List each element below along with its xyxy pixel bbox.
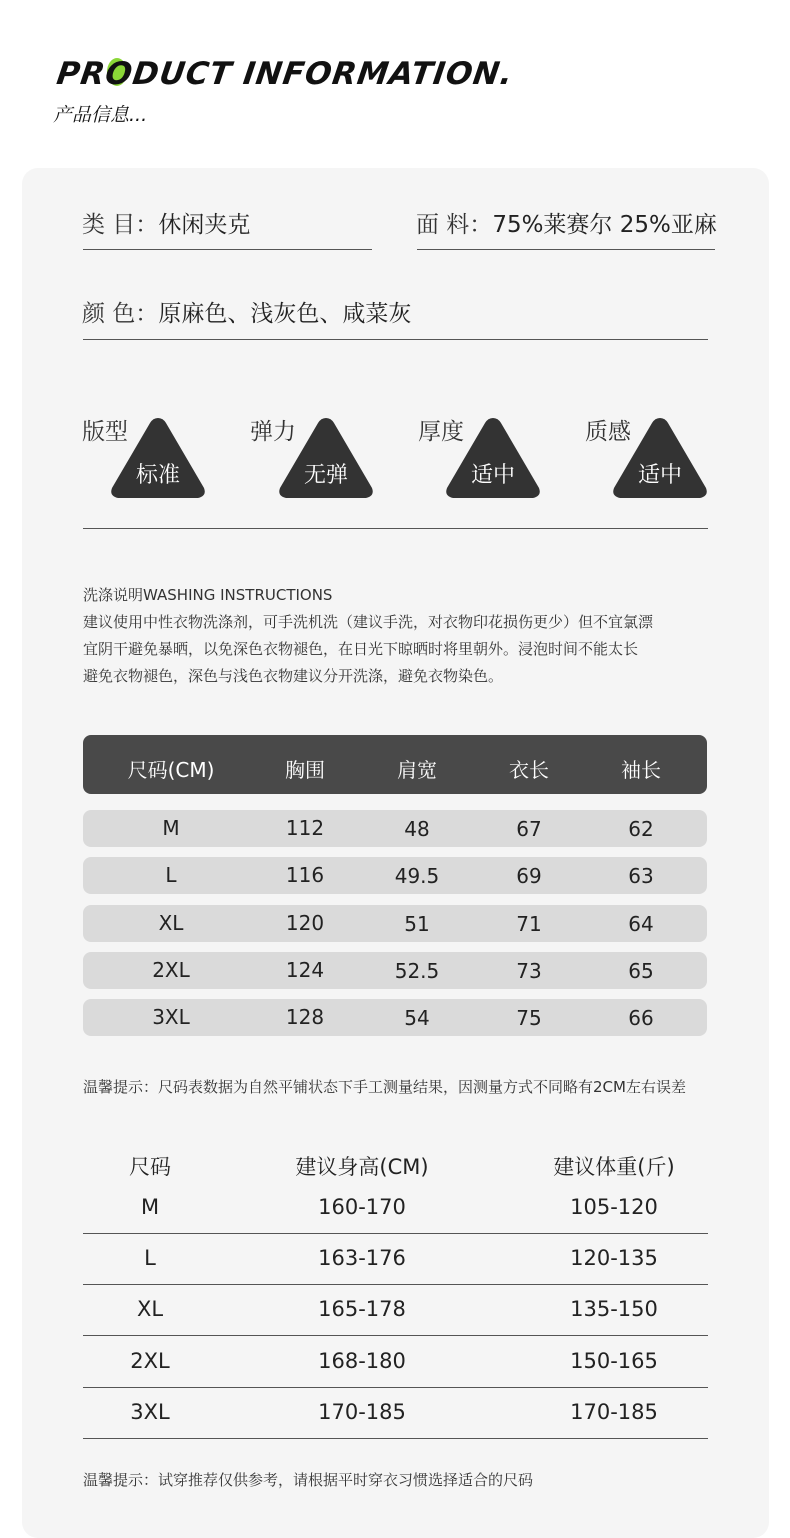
washing-line-3: 避免衣物褪色，深色与浅色衣物建议分开洗涤，避免衣物染色。 xyxy=(83,667,504,685)
recommend-cell: 3XL xyxy=(130,1400,170,1424)
attr-value-thickness: 适中 xyxy=(470,463,515,488)
size-cell: 66 xyxy=(628,1006,654,1030)
recommend-table-note: 温馨提示：试穿推荐仅供参考，请根据平时穿衣习惯选择适合的尺码 xyxy=(83,1471,534,1489)
size-cell: 62 xyxy=(628,817,654,841)
washing-line-1: 建议使用中性衣物洗涤剂，可手洗机洗（建议手洗，对衣物印花损伤更少）但不宜氯漂 xyxy=(83,613,654,631)
size-table-note: 温馨提示：尺码表数据为自然平铺状态下手工测量结果，因测量方式不同略有2CM左右误差 xyxy=(83,1078,686,1096)
category-field xyxy=(82,206,250,239)
size-header-cell: 尺码(CM) xyxy=(127,758,215,782)
recommend-table-row xyxy=(83,1349,708,1379)
size-cell: 3XL xyxy=(152,1005,190,1029)
page-subtitle: 产品信息... xyxy=(53,104,148,126)
recommend-row-divider xyxy=(83,1335,708,1336)
recommend-cell: 150-165 xyxy=(570,1349,658,1373)
size-cell: 48 xyxy=(404,817,430,841)
size-table-header xyxy=(83,735,707,794)
recommend-cell: M xyxy=(140,1195,160,1219)
size-header-cell: 胸围 xyxy=(285,758,325,782)
category-underline xyxy=(83,249,372,250)
attr-label-thickness: 厚度 xyxy=(418,419,464,445)
color-label: 颜 色： xyxy=(82,301,159,327)
attr-label-stretch: 弹力 xyxy=(250,419,296,445)
recommend-row-divider xyxy=(83,1284,708,1285)
recommend-cell: 160-170 xyxy=(318,1195,406,1219)
size-table-row xyxy=(83,857,707,894)
recommend-cell: XL xyxy=(136,1297,164,1321)
washing-line-2: 宜阴干避免暴晒，以免深色衣物褪色，在日光下晾晒时将里朝外。浸泡时间不能太长 xyxy=(83,640,639,658)
size-cell: 64 xyxy=(628,912,654,936)
recommend-table-row xyxy=(83,1195,708,1225)
color-field xyxy=(82,295,411,328)
recommend-cell: L xyxy=(144,1246,156,1270)
size-cell: 75 xyxy=(516,1006,542,1030)
recommend-row-divider xyxy=(83,1438,708,1439)
category-label: 类 目： xyxy=(82,212,159,238)
size-cell: 124 xyxy=(285,958,325,982)
size-cell: 71 xyxy=(516,912,542,936)
size-cell: 2XL xyxy=(152,958,190,982)
recommend-cell: 170-185 xyxy=(570,1400,658,1424)
size-cell: M xyxy=(162,816,180,840)
size-header-cell: 肩宽 xyxy=(397,758,437,782)
size-cell: 116 xyxy=(285,863,325,887)
fabric-label: 面 料： xyxy=(416,212,493,238)
size-table-row xyxy=(83,810,707,847)
fabric-value: 75%莱赛尔 25%亚麻 xyxy=(492,212,717,238)
recommend-cell: 163-176 xyxy=(318,1246,406,1270)
size-cell: 49.5 xyxy=(394,864,440,888)
category-value: 休闲夹克 xyxy=(158,212,251,238)
recommend-row-divider xyxy=(83,1233,708,1234)
size-cell: 128 xyxy=(285,1005,325,1029)
size-header-cell: 衣长 xyxy=(509,758,549,782)
size-header-cell: 袖长 xyxy=(621,758,661,782)
attr-value-fit: 标准 xyxy=(135,463,180,488)
recommend-table-row xyxy=(83,1297,708,1327)
recommend-table-row xyxy=(83,1246,708,1276)
recommend-cell: 168-180 xyxy=(318,1349,406,1373)
attr-label-fit: 版型 xyxy=(82,419,128,445)
size-cell: 52.5 xyxy=(394,959,440,983)
washing-title: 洗涤说明WASHING INSTRUCTIONS xyxy=(83,586,333,604)
size-cell: 69 xyxy=(516,864,542,888)
size-table-row xyxy=(83,905,707,942)
size-cell: XL xyxy=(158,911,184,935)
attr-value-texture: 适中 xyxy=(637,463,682,488)
color-value: 原麻色、浅灰色、咸菜灰 xyxy=(158,301,412,327)
size-table-row xyxy=(83,952,707,989)
size-cell: 65 xyxy=(628,959,654,983)
recommend-table-header xyxy=(83,1151,708,1181)
fabric-underline xyxy=(417,249,715,250)
recommend-cell: 2XL xyxy=(130,1349,170,1373)
recommend-header-cell: 尺码 xyxy=(129,1155,171,1179)
size-cell: 54 xyxy=(404,1006,430,1030)
size-cell: 63 xyxy=(628,864,654,888)
recommend-cell: 120-135 xyxy=(570,1246,658,1270)
size-cell: 120 xyxy=(285,911,325,935)
recommend-cell: 165-178 xyxy=(318,1297,406,1321)
recommend-table-row xyxy=(83,1400,708,1430)
recommend-header-cell: 建议身高(CM) xyxy=(295,1155,429,1179)
recommend-row-divider xyxy=(83,1387,708,1388)
recommend-cell: 105-120 xyxy=(570,1195,658,1219)
size-cell: L xyxy=(165,863,177,887)
attr-value-stretch: 无弹 xyxy=(303,463,348,488)
size-cell: 51 xyxy=(404,912,430,936)
page-title: PRODUCT INFORMATION. xyxy=(54,56,516,92)
info-card xyxy=(22,168,769,1538)
size-table-row xyxy=(83,999,707,1036)
recommend-cell: 170-185 xyxy=(318,1400,406,1424)
color-underline xyxy=(83,339,708,340)
size-cell: 112 xyxy=(285,816,325,840)
size-cell: 73 xyxy=(516,959,542,983)
attr-label-texture: 质感 xyxy=(585,419,631,445)
recommend-header-cell: 建议体重(斤) xyxy=(553,1155,675,1179)
recommend-cell: 135-150 xyxy=(570,1297,658,1321)
size-cell: 67 xyxy=(516,817,542,841)
fabric-field xyxy=(416,206,717,239)
attributes-divider xyxy=(83,528,708,529)
